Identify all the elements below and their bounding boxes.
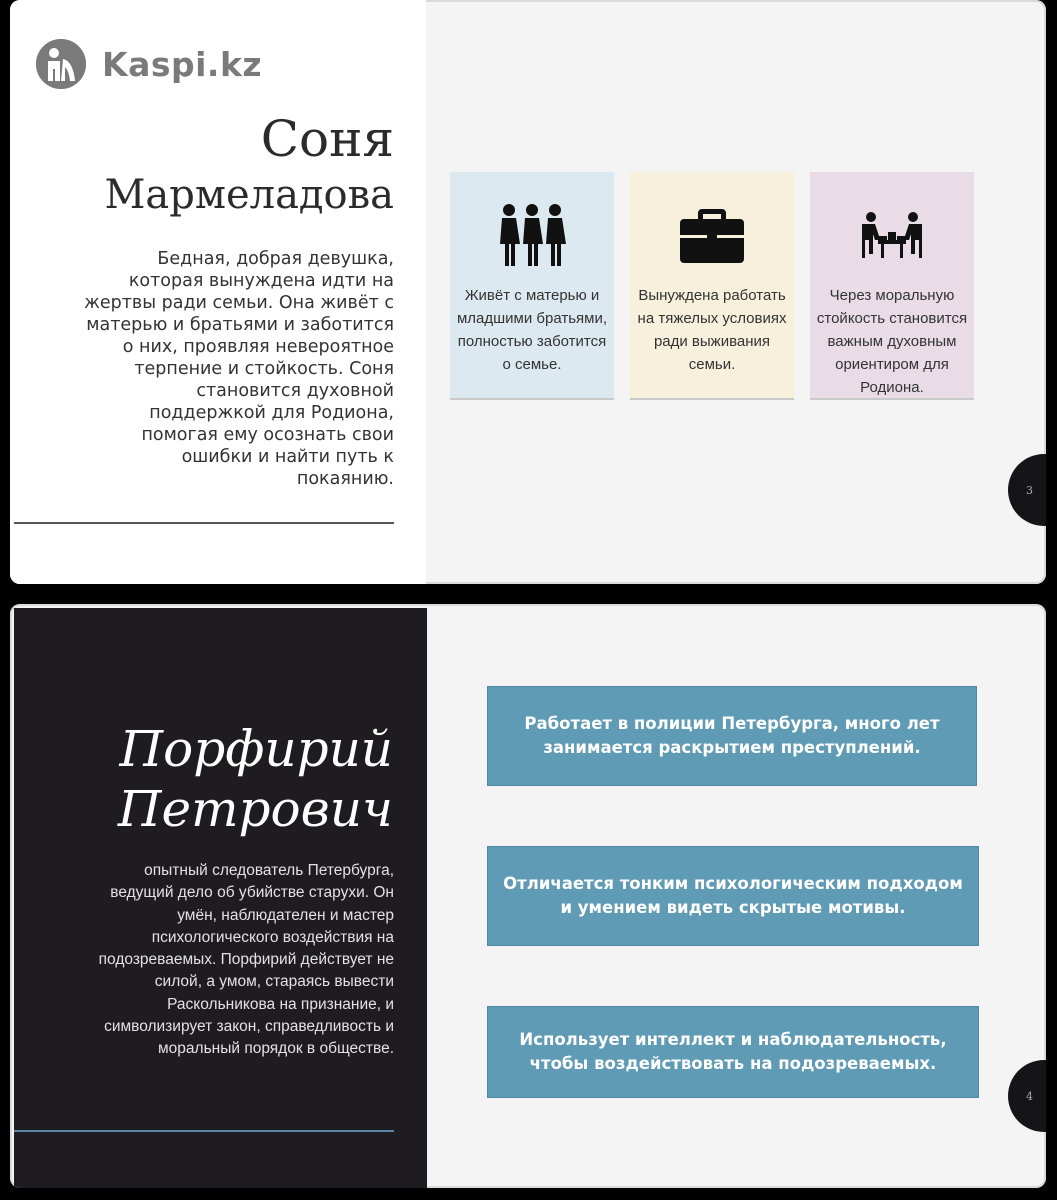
kaspi-logo-text: Kaspi.kz <box>102 44 263 84</box>
slide-left-dark-panel <box>14 608 427 1188</box>
point-box: Отличается тонким психологическим подходом и умением видеть скрытые мотивы. <box>487 846 979 946</box>
meeting-table-icon <box>810 202 974 268</box>
kaspi-logo-icon <box>36 39 86 89</box>
three-women-icon <box>450 202 614 268</box>
kaspi-logo <box>36 38 262 90</box>
info-card-support <box>810 172 974 400</box>
point-box: Использует интеллект и наблюдательность, чтобы воздействовать на подозреваемых. <box>487 1006 979 1098</box>
card-text: Через моральную стойкость становится важным духовным ориентиром для Родиона. <box>816 287 968 396</box>
page-number-badge <box>1008 1060 1046 1132</box>
card-text: Вынуждена работать на тяжелых условиях ради выживания семьи. <box>637 287 787 373</box>
page-number: 3 <box>1026 483 1033 497</box>
slide-porfiry[interactable] <box>10 604 1046 1188</box>
slide-title-line2: Петрович <box>117 780 393 838</box>
slide-left-panel <box>10 0 426 584</box>
character-description: опытный следователь Петербурга, ведущий дело об убийстве старухи. Он умён, наблюдателен и мастер психологического воздействия на подозреваемых. Порфирий действует не силой, а умом, стараясь вывести Раскольникова на признание, и символизирует закон, справедливость и моральный порядок в обществе. <box>98 862 394 1058</box>
slide-title-line2: Мармеладова <box>104 172 394 218</box>
page-number: 4 <box>1026 1089 1033 1103</box>
info-card-work <box>630 172 794 400</box>
slide-title-line1: Соня <box>260 110 394 168</box>
briefcase-icon <box>630 202 794 268</box>
slide-title-line1: Порфирий <box>119 720 393 778</box>
divider-line <box>14 522 394 524</box>
info-card-family <box>450 172 614 400</box>
page-number-badge <box>1008 454 1046 526</box>
slide-sonya[interactable] <box>10 0 1046 584</box>
character-description: Бедная, добрая девушка, которая вынуждена идти на жертвы ради семьи. Она живёт с матерью и братьями и заботится о них, проявляя невероятное терпение и стойкость. Соня становится духовной поддержкой для Родиона, помогая ему осознать свои ошибки и найти путь к покаянию. <box>84 249 394 489</box>
divider-line <box>14 1130 394 1132</box>
card-text: Живёт с матерью и младшими братьями, полностью заботится о семье. <box>456 287 608 373</box>
point-box: Работает в полиции Петербурга, много лет занимается раскрытием преступлений. <box>487 686 977 786</box>
